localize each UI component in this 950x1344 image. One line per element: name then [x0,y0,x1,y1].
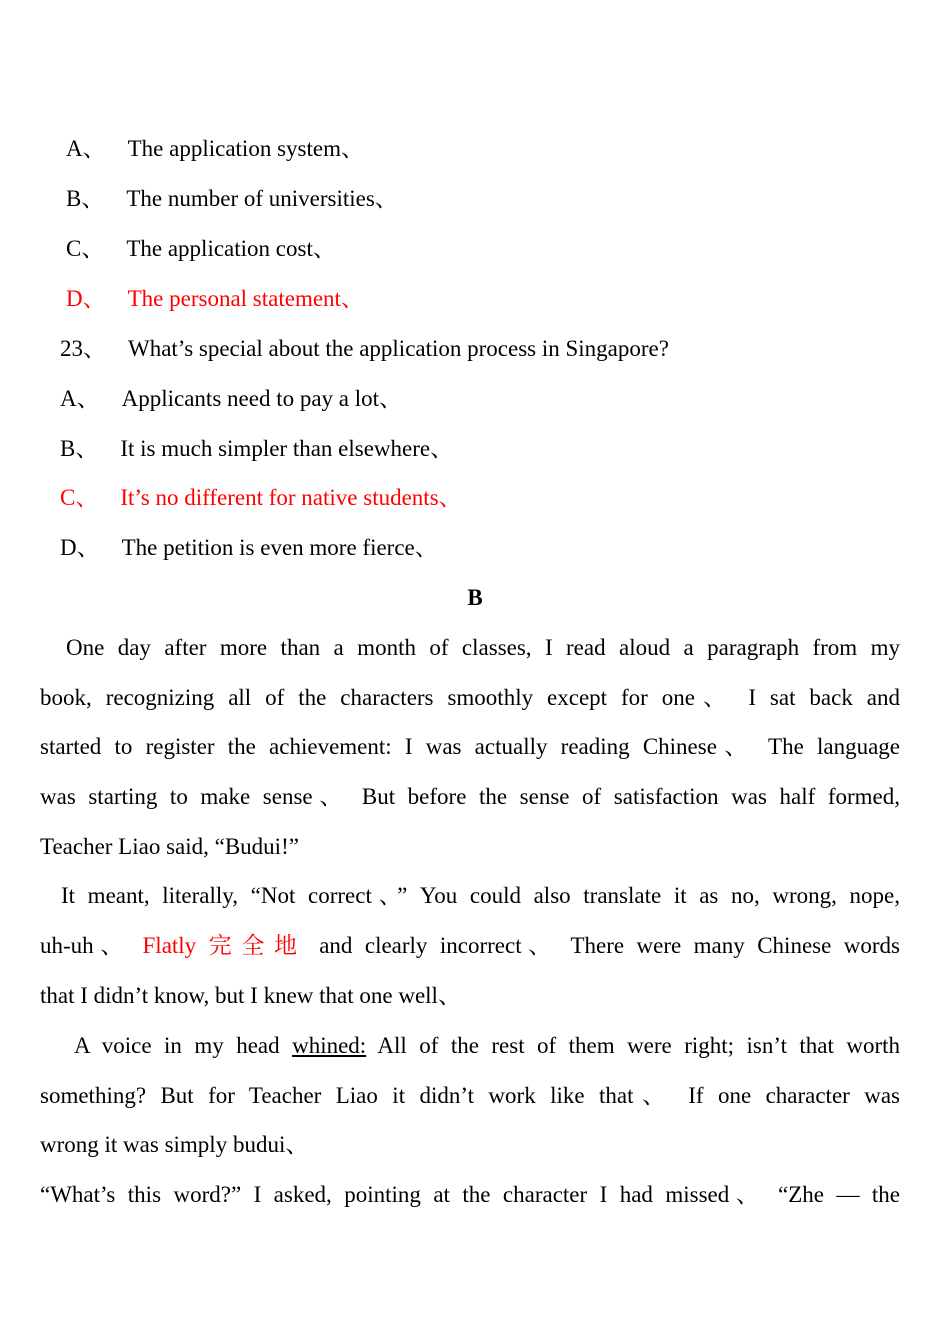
passage-p1-line-4: was starting to make sense、 But before the sense of satisfaction was half formed, [40,784,900,809]
q22-option-b-letter: B、 [66,186,105,211]
section-title: B [467,585,483,610]
q23-option-a-text: Applicants need to pay a lot、 [121,386,403,411]
q23-option-d-letter: D、 [60,535,100,560]
q22-option-d-text: The personal statement、 [127,286,364,311]
passage-p1-line-2: book, recognizing all of the characters smoothly except for one、 I sat back and [40,685,900,710]
q23-option-c-letter: C、 [60,485,99,510]
q23-question [60,334,669,364]
q23-option-d [60,533,438,563]
q23-question-text: What’s special about the application process in Singapore? [128,336,669,361]
q22-option-c [66,234,336,264]
underlined-word: whined: [292,1033,367,1058]
passage-p2-line-2-end: and clearly incorrect、 There were many Chinese words [319,933,900,958]
gloss-chinese: 完全地 [208,933,307,958]
passage-p3-line-2: something? But for Teacher Liao it didn’t work like that、 If one character was [40,1083,900,1108]
q22-option-d-letter: D、 [66,286,106,311]
q22-option-c-text: The application cost、 [126,236,336,261]
q23-number: 23、 [60,336,106,361]
q23-option-a-letter: A、 [60,386,100,411]
passage-p1-line-3: started to register the achievement: I was actually reading Chinese、 The language [40,734,900,759]
passage-p2-line-1: It meant, literally, “Not correct、” You could also translate it as no, wrong, nope, [61,883,900,908]
passage-p2-line-2 [40,931,900,961]
q23-option-a [60,384,402,414]
q22-option-c-letter: C、 [66,236,105,261]
passage-p2-line-3: that I didn’t know, but I knew that one well、 [40,983,461,1008]
passage-p3-line-1-end: All of the rest of them were right; isn’t that worth [377,1033,900,1058]
q23-option-c-text: It’s no different for native students、 [120,485,462,510]
passage-p1-line-5: Teacher Liao said, “Budui!” [40,834,299,859]
passage-p4-line-1: “What’s this word?” I asked, pointing at the character I had missed、 “Zhe — the [40,1182,900,1207]
q23-option-b-letter: B、 [60,436,99,461]
q22-option-a [66,134,364,164]
q23-option-b [60,434,453,464]
passage-p3-line-1 [74,1031,900,1061]
q22-option-b [66,184,398,214]
q23-option-c-answer [60,483,462,513]
gloss-english: Flatly [142,933,197,958]
q22-option-a-text: The application system、 [127,136,364,161]
q23-option-d-text: The petition is even more fierce、 [121,535,438,560]
q23-option-b-text: It is much simpler than elsewhere、 [120,436,454,461]
passage-p3-line-1-start: A voice in my head [74,1033,280,1058]
passage-p1-line-1: One day after more than a month of classes, I read aloud a paragraph from my [66,635,900,660]
q22-option-a-letter: A、 [66,136,106,161]
passage-p3-line-3: wrong it was simply budui、 [40,1132,309,1157]
q22-option-d-answer [66,284,364,314]
passage-p2-line-2-start: uh-uh、 [40,933,131,958]
q22-option-b-text: The number of universities、 [126,186,398,211]
